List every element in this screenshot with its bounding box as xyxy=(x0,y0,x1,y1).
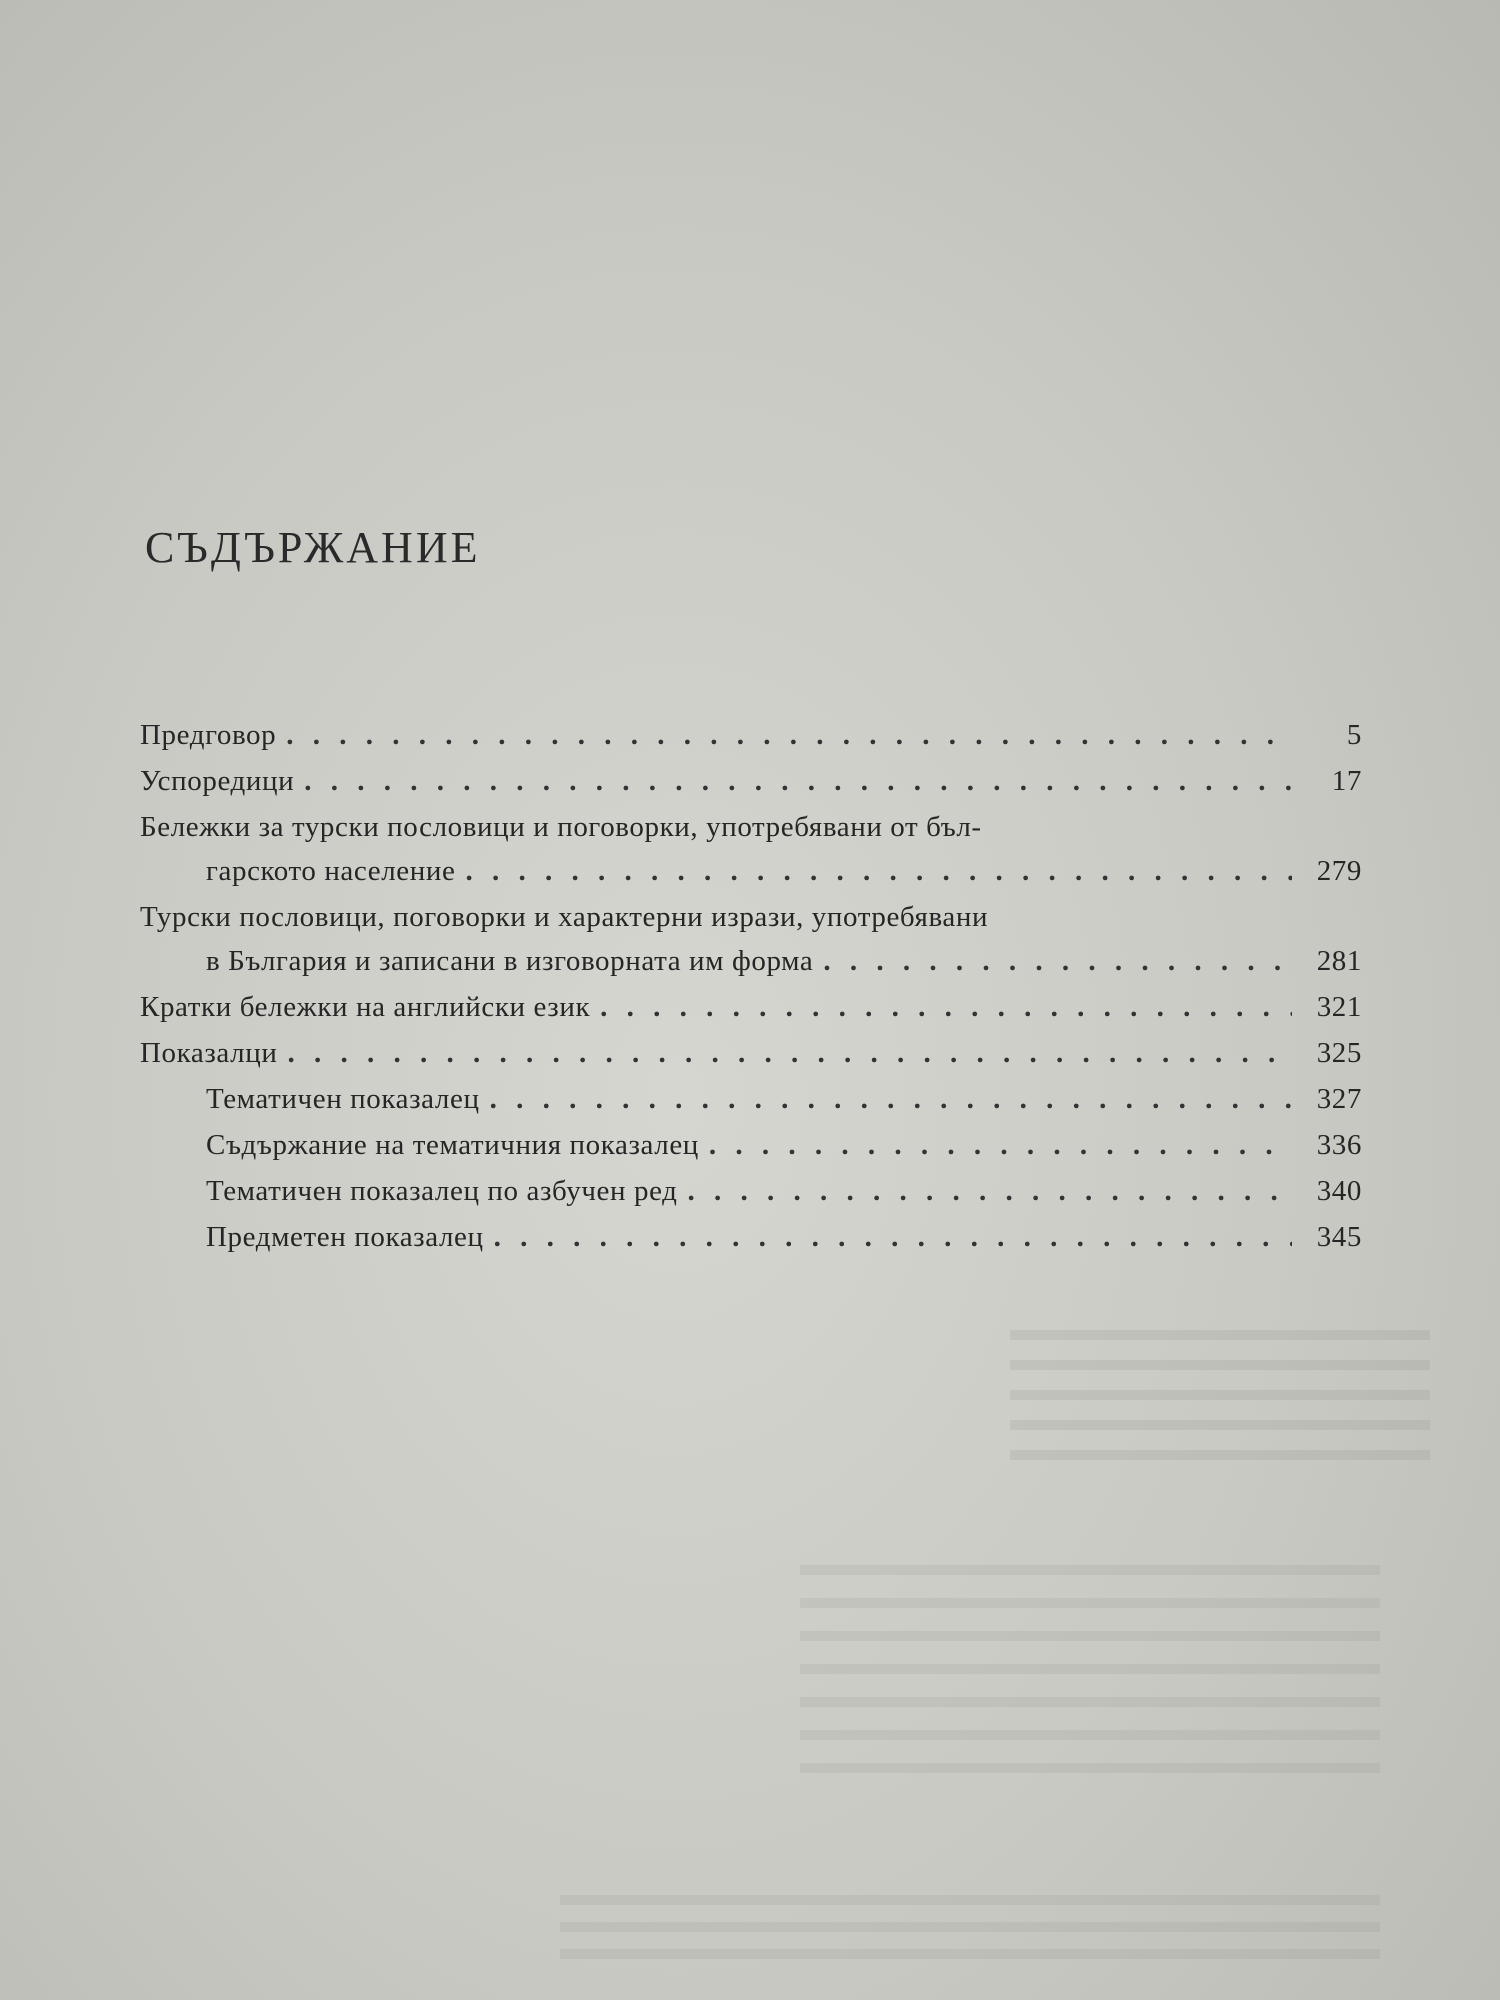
toc-page-number: 279 xyxy=(1316,855,1362,887)
toc-leader-dots xyxy=(490,1076,1292,1122)
toc-entry-thematic-index-contents xyxy=(140,1122,1362,1168)
toc-page-number: 281 xyxy=(1316,945,1362,977)
toc-entry-label: Тематичен показалец по азбучен ред xyxy=(206,1175,678,1207)
show-through-block-middle xyxy=(800,1565,1380,1780)
toc-leader-dots xyxy=(465,848,1292,894)
toc-leader-dots xyxy=(304,758,1292,804)
toc-entry-alphabetical-thematic-index xyxy=(140,1168,1362,1214)
toc-entry-label: Успоредици xyxy=(140,765,295,797)
toc-page-number: 17 xyxy=(1331,765,1362,797)
toc-leader-dots xyxy=(286,712,1292,758)
toc-leader-dots xyxy=(709,1122,1292,1168)
toc-leader-dots xyxy=(287,1030,1292,1076)
toc-entry-label: в България и записани в изговорната им форма xyxy=(206,945,814,977)
toc-entry-indexes xyxy=(140,1030,1362,1076)
toc-page-number: 340 xyxy=(1316,1175,1362,1207)
toc-page-number: 336 xyxy=(1316,1129,1362,1161)
toc-entry-turkish-proverbs-line1 xyxy=(140,894,1362,940)
toc-entry-subject-index xyxy=(140,1214,1362,1260)
toc-page-number: 325 xyxy=(1316,1037,1362,1069)
toc-entry-turkish-proverbs-line2 xyxy=(140,938,1362,984)
toc-entry-label: Тематичен показалец xyxy=(206,1083,480,1115)
toc-entry-label: Турски пословици, поговорки и характерни изрази, употребявани xyxy=(140,901,989,933)
toc-entry-thematic-index xyxy=(140,1076,1362,1122)
toc-leader-dots xyxy=(688,1168,1292,1214)
show-through-block-upper xyxy=(1010,1330,1430,1460)
toc-page-number: 5 xyxy=(1346,719,1362,751)
toc-entry-label: Бележки за турски пословици и поговорки, употребявани от бъл- xyxy=(140,811,982,843)
toc-entry-label: Показалци xyxy=(140,1037,278,1069)
toc-entry-label: гарското население xyxy=(206,855,456,887)
toc-entry-label: Кратки бележки на английски език xyxy=(140,991,591,1023)
toc-page-number: 321 xyxy=(1316,991,1362,1023)
show-through-block-lower xyxy=(560,1895,1380,1975)
toc-entry-label: Предметен показалец xyxy=(206,1221,484,1253)
toc-entry-notes-turkish-line2 xyxy=(140,848,1362,894)
table-of-contents xyxy=(140,712,1362,1260)
toc-page-number: 327 xyxy=(1316,1083,1362,1115)
toc-leader-dots xyxy=(494,1214,1292,1260)
toc-entry-preface xyxy=(140,712,1362,758)
toc-entry-label: Съдържание на тематичния показалец xyxy=(206,1129,699,1161)
toc-entry-parallels xyxy=(140,758,1362,804)
page-title: СЪДЪРЖАНИЕ xyxy=(145,523,481,572)
toc-entry-notes-turkish-line1 xyxy=(140,804,1362,850)
toc-entry-english-notes xyxy=(140,984,1362,1030)
toc-leader-dots xyxy=(823,938,1292,984)
toc-entry-label: Предговор xyxy=(140,719,277,751)
toc-leader-dots xyxy=(600,984,1292,1030)
toc-page-number: 345 xyxy=(1316,1221,1362,1253)
